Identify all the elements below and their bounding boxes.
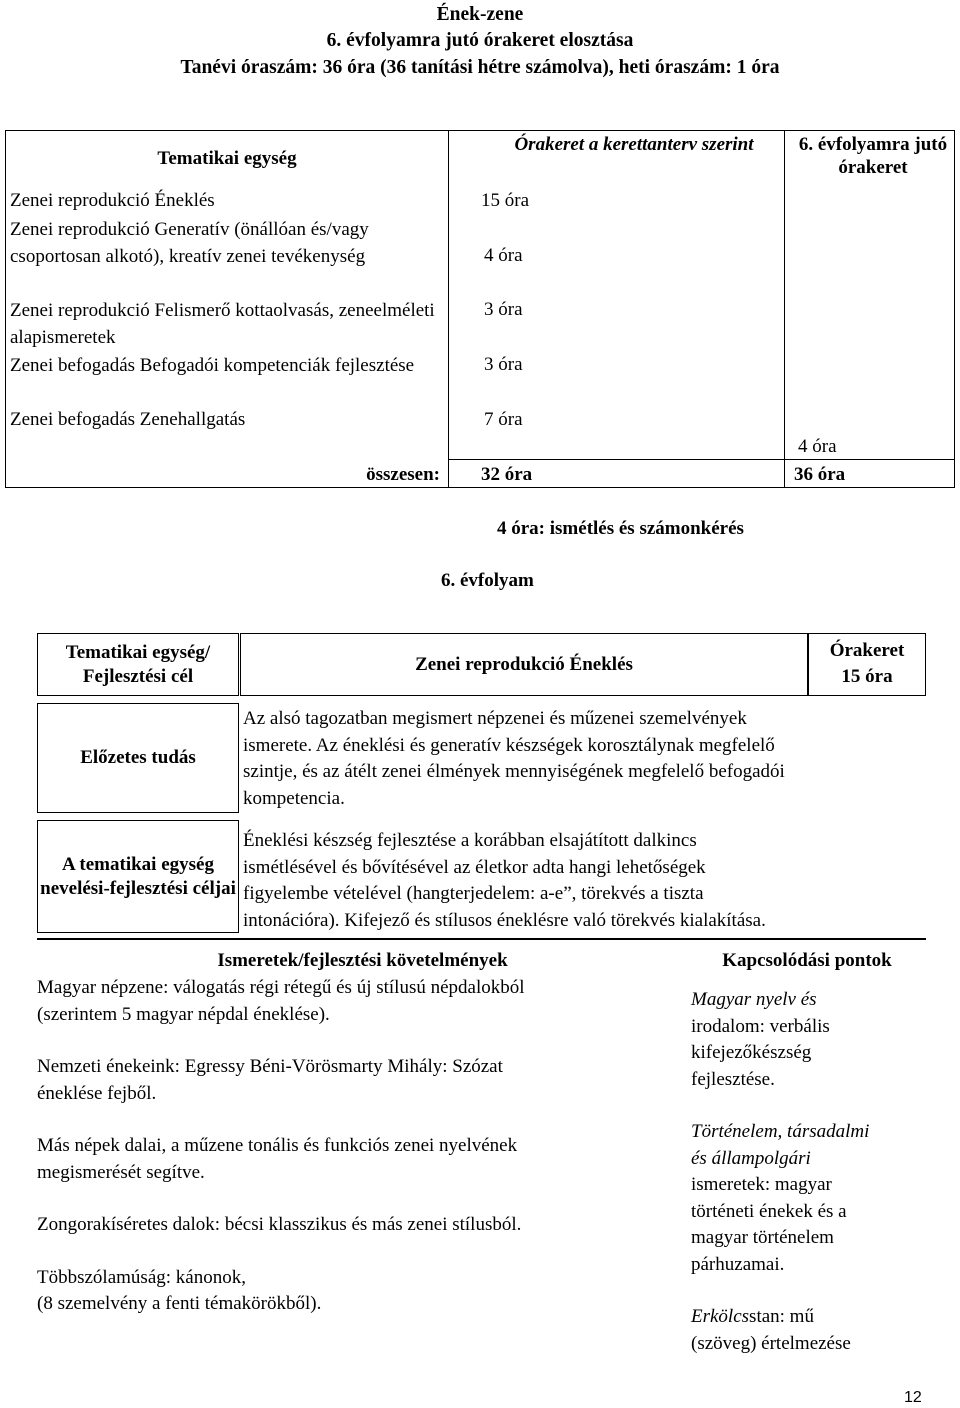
row-unit-2: Zenei reprodukció Generatív (önállóan és/vagy csoportosan alkotó), kreatív zenei tevékenység (10, 219, 369, 267)
connection-group: Erkölcsstan: mű (szöveg) értelmezése (691, 1306, 851, 1354)
requirement-item: Nemzeti énekeink: Egressy Béni-Vörösmarty Mihály: Szózat éneklése fejből. (37, 1056, 503, 1104)
requirements-header: Ismeretek/fejlesztési követelmények (217, 950, 508, 971)
divider-right (688, 938, 926, 940)
unit-title: Zenei reprodukció Éneklés (240, 633, 808, 696)
requirement-item: Magyar népzene: válogatás régi rétegű és új stílusú népdalokból (szerintem 5 magyar népdal éneklése). (37, 977, 525, 1025)
divider-left (37, 938, 688, 940)
subject-title: Ének-zene (436, 4, 524, 25)
row-hours-2: 4 óra (484, 245, 523, 266)
row-hours-4: 3 óra (484, 354, 523, 375)
row-hours-1: 15 óra (481, 190, 530, 211)
requirement-item: Zongorakíséretes dalok: bécsi klasszikus és más zenei stílusból. (37, 1214, 522, 1235)
col-header-grade: 6. évfolyamra jutó órakeret (798, 134, 948, 179)
row-hours-3: 3 óra (484, 299, 523, 320)
connections-header: Kapcsolódási pontok (722, 950, 892, 971)
requirement-item: Többszólamúság: kánonok, (8 szemelvény a fenti témakörökből). (37, 1266, 322, 1314)
repeat-note: 4 óra: ismétlés és számonkérés (497, 518, 744, 539)
total-framework: 32 óra (481, 464, 533, 485)
requirement-item: Más népek dalai, a műzene tonális és funkciós zenei nyelvének megismerését segítve. (37, 1135, 518, 1183)
label-goals: A tematikai egység nevelési-fejlesztési céljai (37, 820, 239, 933)
extra-hours: 4 óra (798, 436, 837, 457)
total-label: összesen: (366, 464, 440, 485)
requirements-list (37, 975, 682, 1318)
connection-group: Történelem, társadalmi és állampolgári ismeretek: magyar történeti énekek és a magyar történelem párhuzamai. (691, 1121, 870, 1275)
col-header-framework: Órakeret a kerettanterv szerint (514, 134, 754, 155)
connections-list (691, 987, 931, 1357)
summary-table (5, 130, 955, 488)
label-unit-goal: Tematikai egység/ Fejlesztési cél (37, 633, 239, 696)
row-hours-5: 7 óra (484, 409, 523, 430)
row-unit-3: Zenei reprodukció Felismerő kottaolvasás, zeneelméleti alapismeretek (10, 300, 435, 348)
total-grade: 36 óra (794, 464, 846, 485)
col-header-unit: Tematikai egység (157, 148, 297, 169)
row-unit-5: Zenei befogadás Zenehallgatás (10, 409, 246, 430)
goals-text: Éneklési készség fejlesztése a korábban elsajátított dalkincs ismétlésével és bővítésével az életkor adta hangi lehetőségek figyelembe vételével (hangterjedelem: a-e”, törekvés a tiszta intonációra). Kifejező és stílusos éneklésre való törekvés kialakítása. (243, 830, 766, 931)
page-subtitle: Tanévi óraszám: 36 óra (36 tanítási hétre számolva), heti óraszám: 1 óra (180, 57, 780, 78)
row-unit-1: Zenei reprodukció Éneklés (10, 190, 215, 211)
unit-hours: Órakeret 15 óra (808, 633, 926, 696)
page-number: 12 (904, 1389, 922, 1406)
label-prior-knowledge: Előzetes tudás (37, 703, 239, 813)
prior-knowledge-text: Az alsó tagozatban megismert népzenei és műzenei szemelvények ismerete. Az éneklési és generatív készségek korosztálynak megfelelő szintje, és az átélt zenei élmények mennyiségének megfelelő befogadói kompetencia. (243, 708, 785, 809)
connection-group: Magyar nyelv és irodalom: verbális kifejezőkészség fejlesztése. (691, 989, 830, 1090)
page-title: 6. évfolyamra jutó órakeret elosztása (326, 30, 634, 51)
grade-heading: 6. évfolyam (441, 570, 534, 591)
row-unit-4: Zenei befogadás Befogadói kompetenciák fejlesztése (10, 355, 415, 376)
